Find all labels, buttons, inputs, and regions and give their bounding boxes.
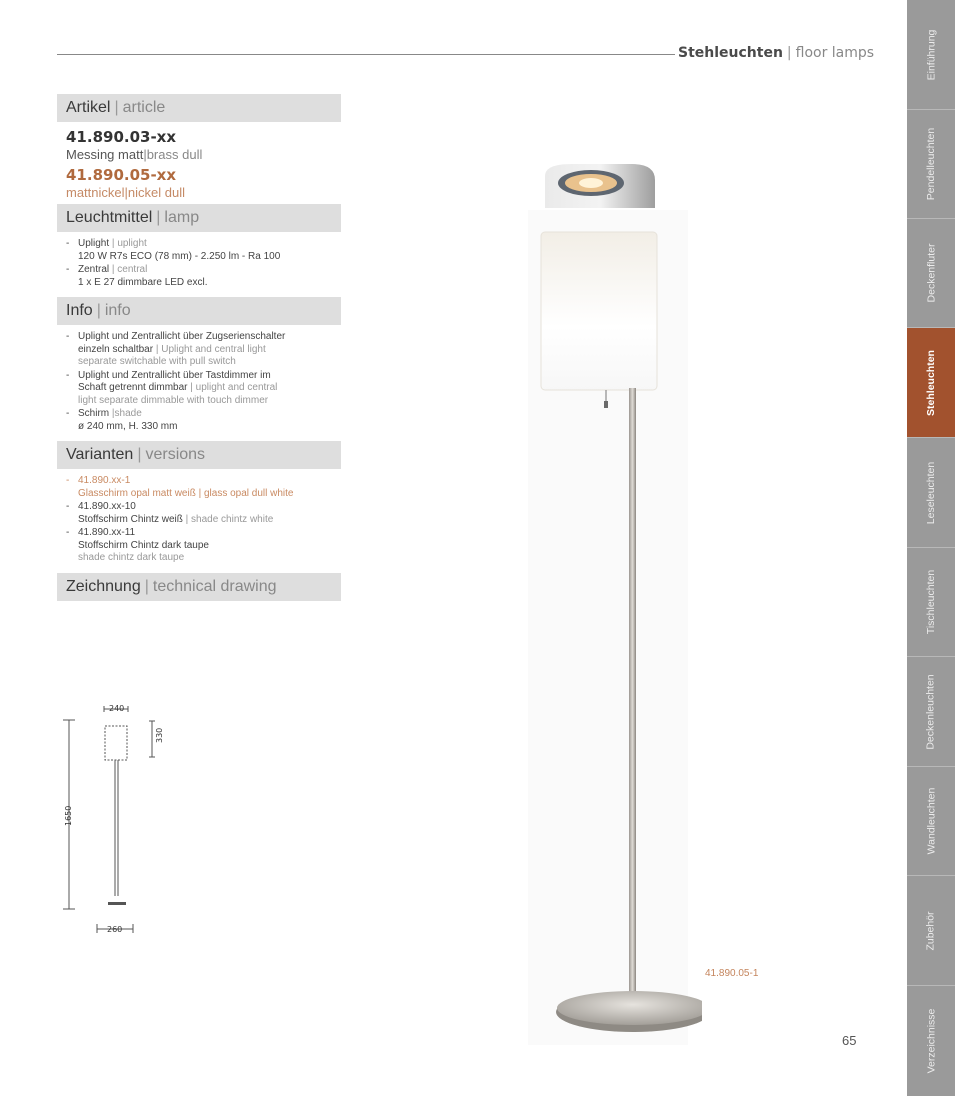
list-item: - Uplight und Zentrallicht über Zugserienschalter einzeln schaltbar | Uplight and central light separate switchable with pull switch (66, 331, 341, 369)
heading-en: versions (145, 446, 206, 463)
heading-de: Info (66, 302, 93, 319)
lamp-base (557, 991, 702, 1025)
heading-de: Zeichnung (66, 577, 141, 595)
tab-label: Einführung (925, 29, 938, 80)
heading-en: article (122, 99, 166, 116)
section-heading-info (57, 297, 341, 325)
dim-total-height: 1650 (64, 805, 73, 826)
dim-shade-width: 240 (109, 704, 125, 713)
desc-en: nickel dull (127, 185, 186, 200)
tab-wandleuchten[interactable] (907, 767, 955, 876)
section-heading-versions (57, 441, 341, 469)
heading-en: lamp (164, 209, 200, 226)
item-en: shade chintz white (191, 513, 274, 525)
version-code: 41.890.xx-1 (78, 475, 131, 486)
item-en-cont: separate switchable with pull switch (78, 356, 236, 367)
info-list (57, 331, 341, 433)
photo-caption: 41.890.05-1 (705, 968, 759, 979)
technical-drawing (57, 696, 177, 936)
tab-deckenleuchten[interactable] (907, 657, 955, 767)
tab-label: Deckenfluter (925, 243, 938, 303)
list-item: - 41.890.xx-10 Stoffschirm Chintz weiß | shade chintz white (66, 501, 274, 525)
desc-en: brass dull (146, 147, 203, 162)
article-desc (66, 147, 341, 162)
desc-de: Messing matt (66, 147, 144, 162)
tab-label: Deckenleuchten (925, 673, 937, 750)
dim-base-width: 260 (107, 925, 123, 934)
dim-shade-height: 330 (155, 727, 164, 743)
heading-de: Leuchtmittel (66, 209, 153, 226)
lamp-pole (629, 388, 636, 1008)
page-header (678, 45, 874, 61)
item-de: Zentral (78, 264, 110, 275)
heading-separator: | (156, 209, 161, 226)
tab-label: Pendelleuchten (925, 127, 937, 201)
list-item: - Uplight und Zentrallicht über Tastdimmer im Schaft getrennt dimmbar | uplight and central light separate dimmable with touch dimmer (66, 370, 341, 408)
glass-shade (541, 232, 657, 390)
tab-verzeichnisse[interactable] (907, 986, 955, 1096)
versions-list (57, 475, 341, 565)
desc-separator: | (124, 185, 128, 200)
tab-label: Verzeichnisse (925, 1008, 938, 1074)
lamp-list (57, 238, 341, 289)
tab-einfuehrung[interactable] (907, 0, 955, 110)
item-en: glass opal dull white (203, 487, 294, 499)
header-separator: | (786, 45, 792, 61)
article-item (57, 166, 341, 200)
section-heading-drawing (57, 573, 341, 601)
heading-separator: | (96, 302, 101, 319)
product-photo (527, 150, 702, 1045)
tab-leseleuchten[interactable] (907, 438, 955, 548)
heading-en: info (104, 302, 131, 319)
heading-separator: | (137, 446, 142, 463)
list-item: - 41.890.xx-11 Stoffschirm Chintz dark taupe shade chintz dark taupe (66, 527, 341, 565)
item-detail: 1 x E 27 dimmbare LED excl. (78, 276, 208, 288)
list-item: - Uplight | uplight 120 W R7s ECO (78 mm) - 2.250 lm - Ra 100 (66, 238, 341, 263)
page-number: 65 (842, 1033, 857, 1048)
item-en: central (117, 264, 148, 275)
item-line: Uplight und Zentrallicht über Tastdimmer im (78, 369, 271, 381)
tab-label: Wandleuchten (925, 787, 937, 855)
item-de: Uplight (78, 238, 110, 249)
tab-pendelleuchten[interactable] (907, 110, 955, 219)
item-detail: ø 240 mm, H. 330 mm (78, 420, 178, 432)
item-en: Uplight and central light (161, 343, 266, 355)
item-en: shade (114, 408, 142, 419)
heading-separator: | (114, 99, 119, 116)
section-heading-lamp (57, 204, 341, 232)
list-item: - Schirm |shade ø 240 mm, H. 330 mm (66, 408, 341, 433)
tab-label: Stehleuchten (925, 349, 937, 416)
item-de: Schirm (78, 408, 110, 419)
header-title-en: floor lamps (795, 45, 875, 61)
heading-en: technical drawing (152, 577, 277, 595)
item-en: uplight and central (195, 382, 278, 393)
tab-deckenfluter[interactable] (907, 219, 955, 328)
heading-de: Artikel (66, 99, 111, 116)
tab-label: Leseleuchten (925, 461, 937, 524)
header-title-de: Stehleuchten (678, 45, 783, 61)
tab-stehleuchten[interactable] (907, 328, 955, 438)
version-code: 41.890.xx-10 (78, 501, 136, 512)
article-desc (66, 185, 341, 200)
article-number: 41.890.05-xx (66, 166, 177, 184)
item-detail: 120 W R7s ECO (78 mm) - 2.250 lm - Ra 100 (78, 250, 281, 262)
tab-tischleuchten[interactable] (907, 548, 955, 657)
item-de: Stoffschirm Chintz weiß (78, 513, 183, 525)
tab-label: Tischleuchten (925, 569, 937, 635)
desc-separator: | (143, 147, 147, 162)
version-code: 41.890.xx-11 (78, 527, 136, 538)
article-number: 41.890.03-xx (66, 128, 177, 146)
item-en: shade chintz dark taupe (78, 552, 185, 563)
header-rule (57, 54, 675, 55)
desc-de: mattnickel (66, 185, 125, 200)
drawing-base (108, 902, 126, 905)
list-item: - 41.890.xx-1 Glasschirm opal matt weiß | glass opal dull white (66, 475, 294, 499)
article-item (57, 128, 341, 162)
item-line: Uplight und Zentrallicht über Zugserienschalter (78, 331, 286, 342)
item-en-cont: light separate dimmable with touch dimmer (78, 394, 269, 406)
spec-column (57, 94, 341, 607)
item-en: uplight (117, 238, 147, 249)
item-de: einzeln schaltbar (78, 343, 154, 355)
tab-label: Zubehör (924, 910, 937, 951)
list-item: - Zentral | central 1 x E 27 dimmbare LED excl. (66, 264, 341, 289)
item-de: Schaft getrennt dimmbar (78, 382, 188, 393)
section-tab-bar (907, 0, 955, 1096)
item-de: Glasschirm opal matt weiß (78, 487, 196, 499)
item-de: Stoffschirm Chintz dark taupe (78, 539, 209, 551)
heading-separator: | (144, 577, 149, 595)
heading-de: Varianten (66, 446, 134, 463)
section-heading-article (57, 94, 341, 122)
tab-zubehoer[interactable] (907, 876, 955, 986)
